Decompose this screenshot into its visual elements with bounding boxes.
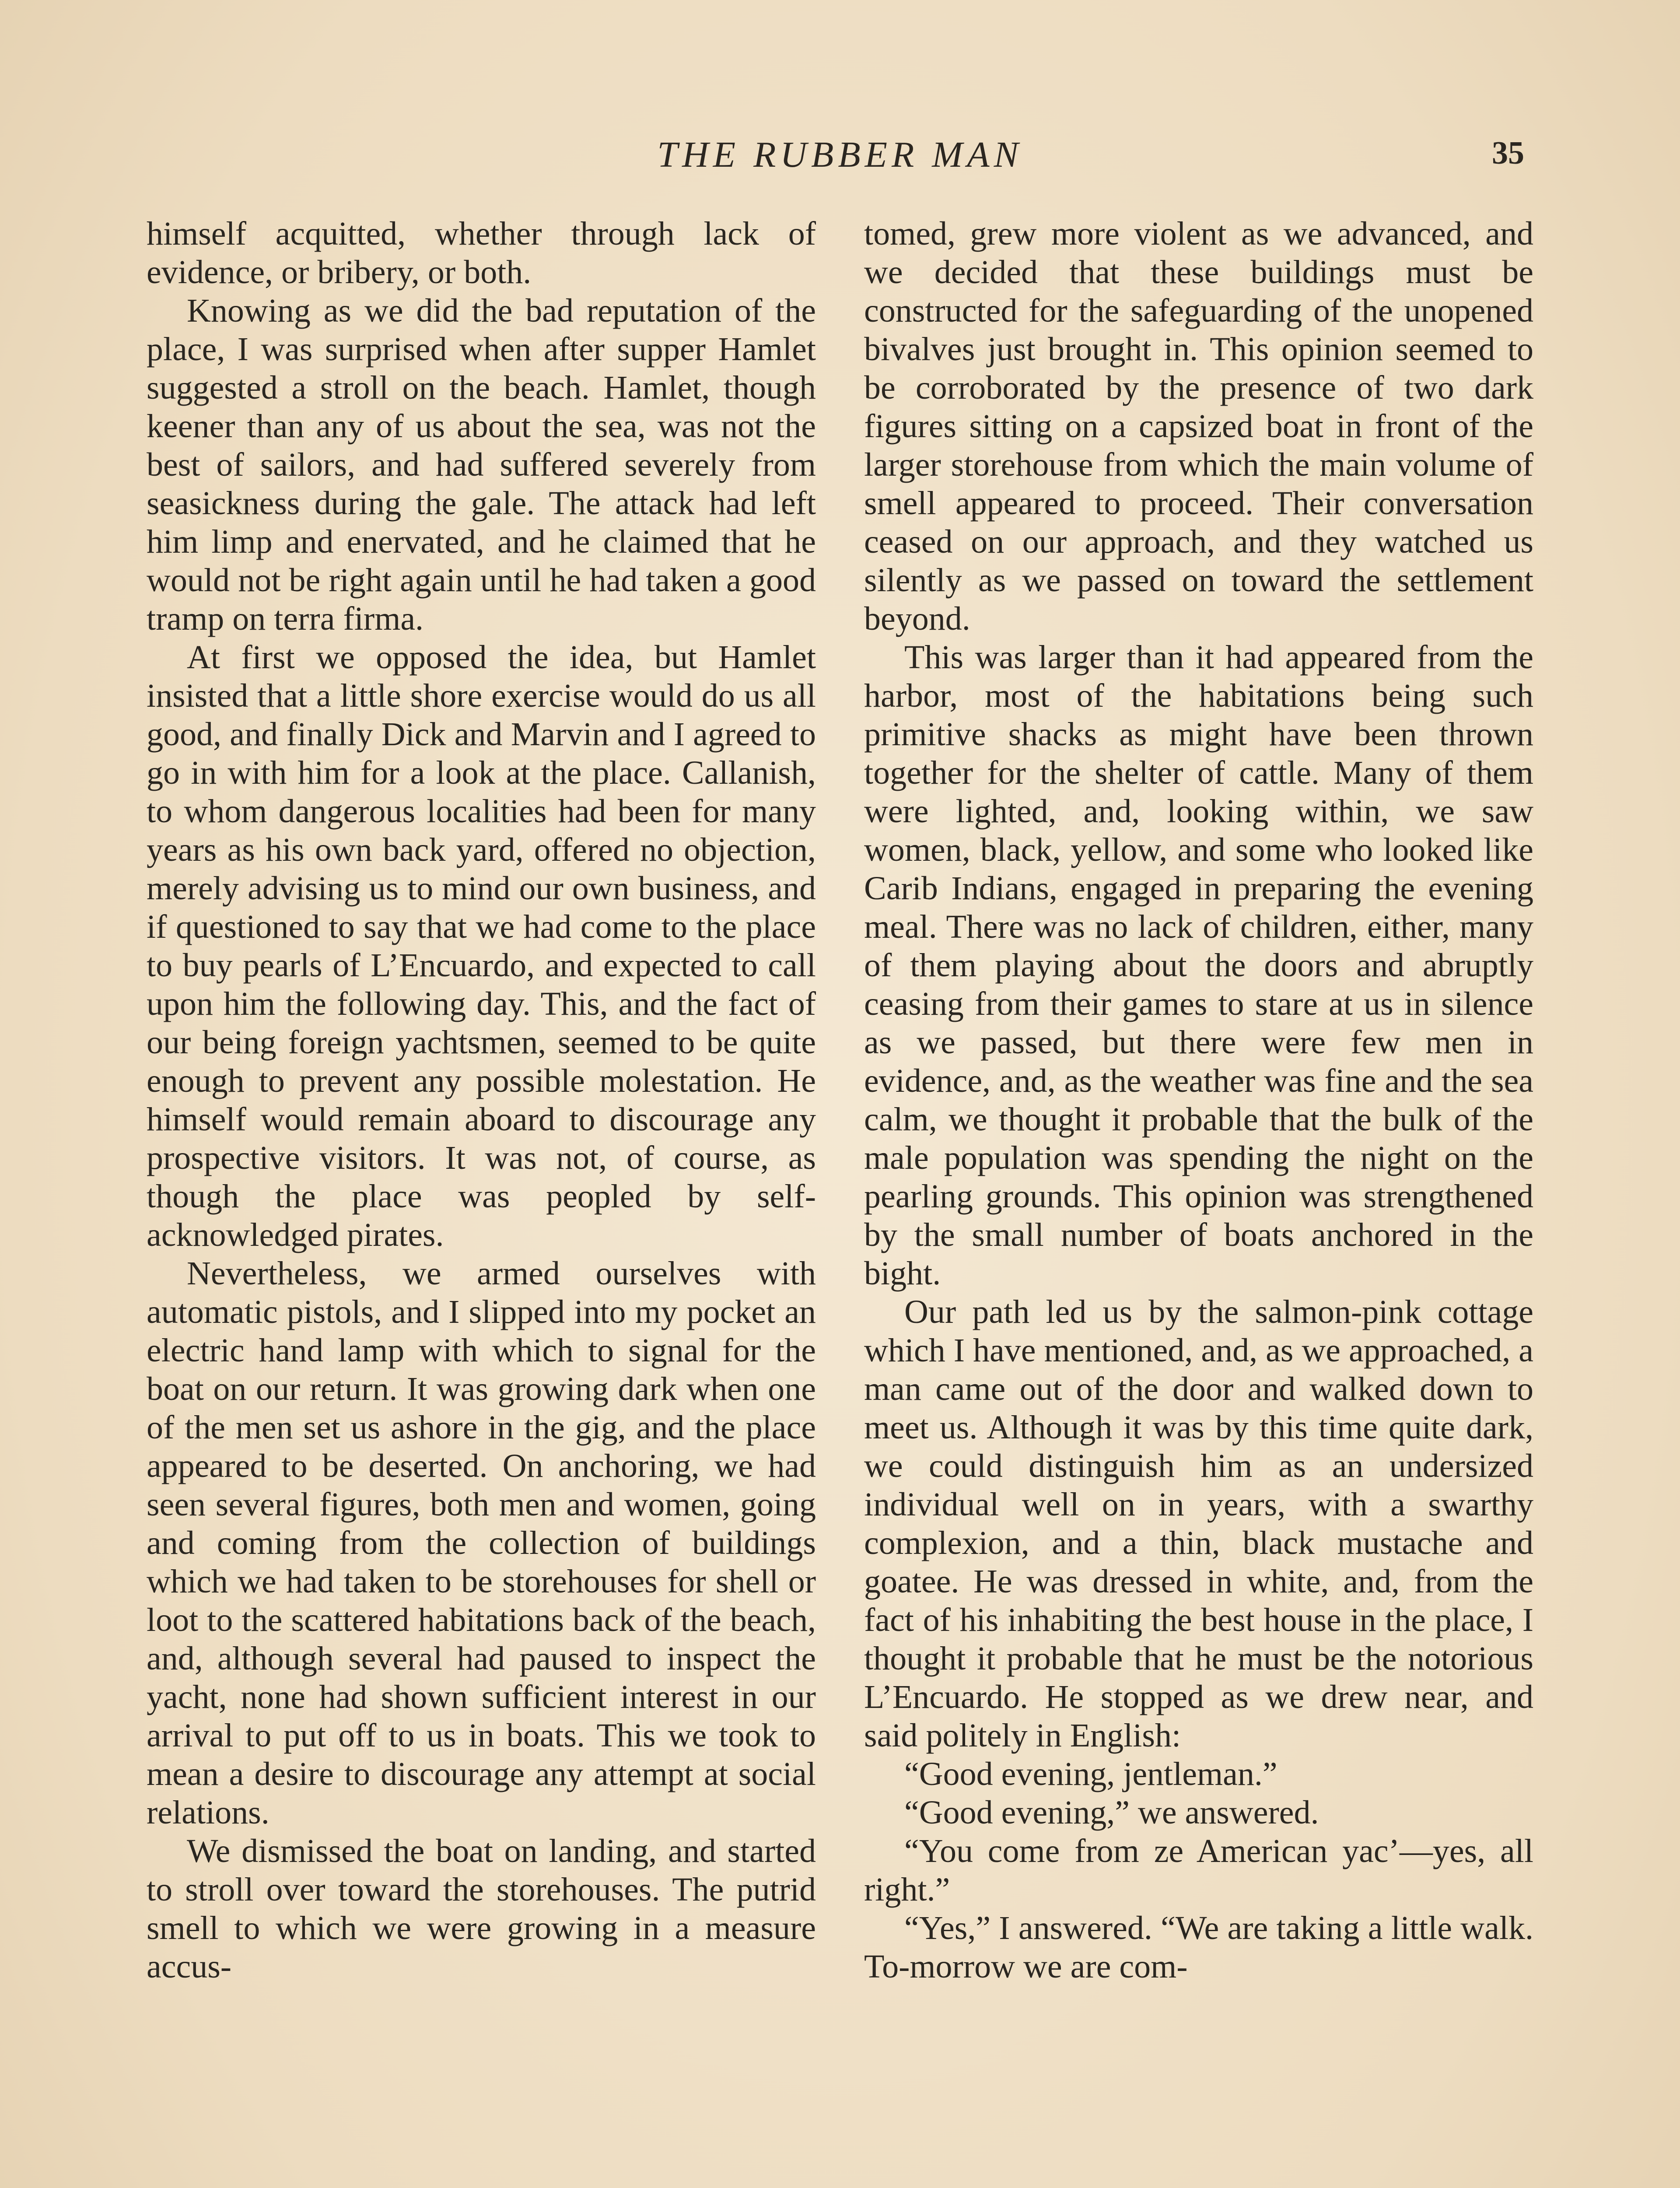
page-number: 35 [1492, 135, 1524, 171]
paragraph: Our path led us by the salmon-pink cottage which I have mentioned, and, as we approached, a man came out of the door and walked down to meet us. Although it was by this time quite dark, we could distinguish him as an undersized individual well on in years, with a swarthy complexion, and a thin, black mustache and goatee. He was dressed in white, and, from the fact of his inhabiting the best house in the place, I thought it probable that he must be the notorious L’Encuardo. He stopped as we drew near, and said politely in English: [864, 1294, 1533, 1754]
dialogue-line: “Yes,” I answered. “We are taking a little walk. To-morrow we are com- [864, 1910, 1533, 1985]
paragraph: Knowing as we did the bad reputation of the place, I was surprised when after supper Hamlet suggested a stroll on the beach. Hamlet, though keener than any of us about the sea, was not the best of sailors, and had suffered severely from seasickness during the gale. The attack had left him limp and enervated, and he claimed that he would not be right again until he had taken a good tramp on terra firma. [147, 292, 816, 637]
dialogue-line: “Good evening,” we answered. [904, 1794, 1319, 1831]
paragraph: Nevertheless, we armed ourselves with automatic pistols, and I slipped into my pocket an electric hand lamp with which to signal for the boat on our return. It was growing dark when one of the men set us ashore in the gig, and the place appeared to be deserted. On anchoring, we had seen several figures, both men and women, going and coming from the collection of buildings which we had taken to be storehouses for shell or loot to the scattered habitations back of the beach, and, although several had paused to inspect the yacht, none had shown sufficient interest in our arrival to put off to us in boats. This we took to mean a desire to discourage any attempt at social relations. [147, 1255, 816, 1831]
right-column [864, 214, 1533, 2188]
paragraph: We dismissed the boat on landing, and started to stroll over toward the storehouses. The putrid smell to which we were growing in a measure accus- [147, 1833, 816, 1985]
paragraph: This was larger than it had appeared from the harbor, most of the habitations being such primitive shacks as might have been thrown together for the shelter of cattle. Many of them were lighted, and, looking within, we saw women, black, yellow, and some who looked like Carib Indians, engaged in preparing the evening meal. There was no lack of children, either, many of them playing about the doors and abruptly ceasing from their games to stare at us in silence as we passed, but there were few men in evidence, and, as the weather was fine and the sea calm, we thought it probable that the bulk of the male population was spending the night on the pearling grounds. This opinion was strengthened by the small number of boats anchored in the bight. [864, 639, 1533, 1292]
paragraph: tomed, grew more violent as we advanced, and we decided that these buildings must be constructed for the safeguarding of the unopened bivalves just brought in. This opinion seemed to be corroborated by the presence of two dark figures sitting on a capsized boat in front of the larger storehouse from which the main volume of smell appeared to proceed. Their conversation ceased on our approach, and they watched us silently as we passed on toward the settlement beyond. [864, 215, 1533, 637]
running-title: THE RUBBER MAN [657, 134, 1023, 175]
dialogue-line: “Good evening, jentleman.” [904, 1756, 1278, 1792]
paragraph: At first we opposed the idea, but Hamlet insisted that a little shore exercise would do us all good, and finally Dick and Marvin and I agreed to go in with him for a look at the place. Callanish, to whom dangerous localities had been for many years as his own back yard, offered no objection, merely advising us to mind our own business, and if questioned to say that we had come to the place to buy pearls of L’Encuardo, and expected to call upon him the following day. This, and the fact of our being foreign yachtsmen, seemed to be quite enough to prevent any possible molestation. He himself would remain aboard to discourage any prospective visitors. It was not, of course, as though the place was peopled by self-acknowledged pirates. [147, 639, 816, 1253]
left-column [147, 214, 816, 2188]
paragraph: himself acquitted, whether through lack of evidence, or bribery, or both. [147, 215, 816, 291]
dialogue-line: “You come from ze American yac’—yes, all right.” [864, 1833, 1533, 1908]
